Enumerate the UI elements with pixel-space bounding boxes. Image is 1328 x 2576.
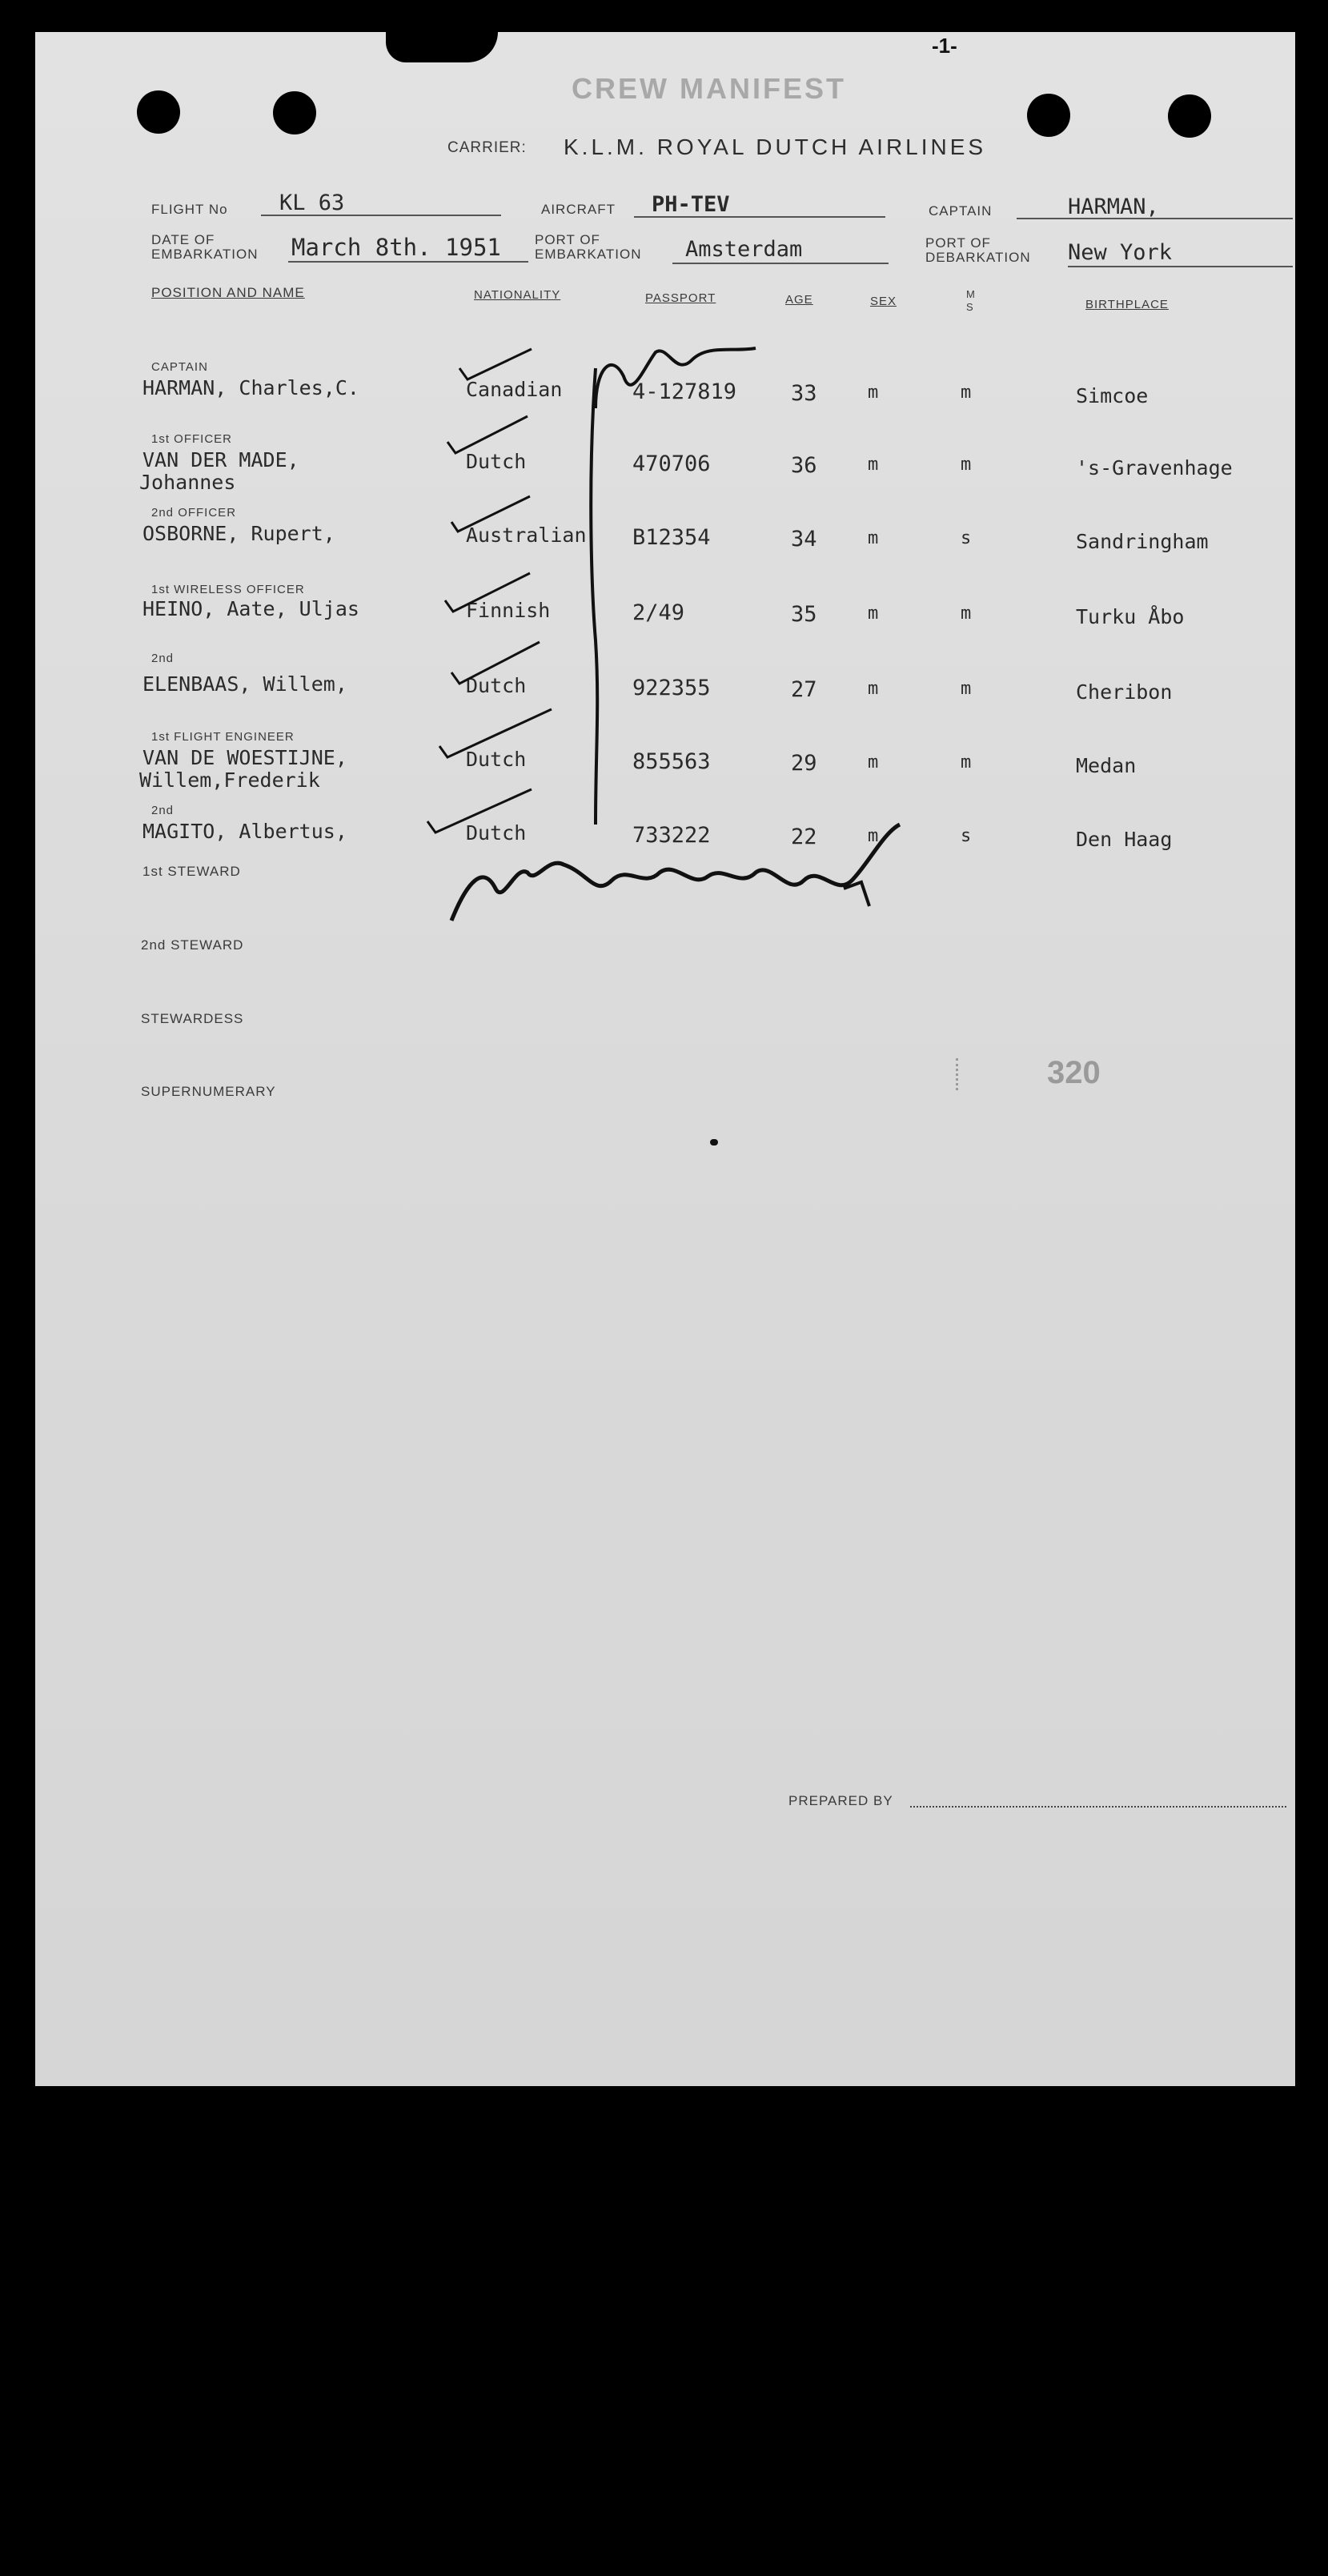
punch-hole [1027, 94, 1070, 137]
captain-line [1017, 218, 1293, 219]
date-line [288, 261, 528, 263]
crew-passport: 470706 [632, 451, 711, 476]
crew-birthplace: Medan [1076, 754, 1137, 777]
crew-sex: m [868, 455, 879, 475]
crew-position: CAPTAIN [151, 360, 208, 374]
stray-dot [710, 1139, 718, 1146]
crew-position: 2nd [151, 804, 175, 817]
col-position-name: POSITION AND NAME [151, 285, 305, 300]
col-ms-top: M [966, 288, 976, 300]
port-deb-label-2: DEBARKATION [925, 250, 1031, 265]
crew-nationality: Dutch [466, 674, 527, 697]
crew-name-2: Johannes [139, 471, 236, 494]
date-value: March 8th. 1951 [291, 234, 501, 261]
crew-nationality: Dutch [466, 748, 527, 771]
crew-age: 27 [791, 677, 817, 702]
crew-position: 1st FLIGHT ENGINEER [151, 730, 295, 744]
col-age: AGE [785, 293, 813, 307]
punch-hole [137, 90, 180, 134]
crew-passport: 4-127819 [632, 379, 737, 404]
steward-2-label: 2nd STEWARD [141, 937, 244, 953]
crew-birthplace: 's-Gravenhage [1076, 456, 1233, 479]
aircraft-line [634, 216, 885, 218]
flight-no-line [261, 215, 501, 216]
date-label-1: DATE OF [151, 232, 215, 247]
corner-mark: -1- [932, 34, 957, 58]
port-deb-label-1: PORT OF [925, 235, 991, 251]
check-icon [447, 416, 528, 453]
prepared-by-line [910, 1806, 1286, 1808]
prepared-by-label: PREPARED BY [788, 1793, 893, 1808]
date-label-2: EMBARKATION [151, 247, 259, 262]
flight-no-value: KL 63 [279, 191, 345, 215]
crew-passport: B12354 [632, 525, 711, 550]
crew-marital-status: s [961, 528, 972, 548]
crew-marital-status: m [961, 679, 972, 699]
manifest-paper [35, 32, 1295, 2086]
port-emb-label-1: PORT OF [535, 232, 600, 247]
stamp-number: 320 [1047, 1055, 1101, 1090]
col-nationality: NATIONALITY [474, 288, 561, 302]
crew-age: 22 [791, 825, 817, 849]
manifest-title: CREW MANIFEST [572, 72, 846, 105]
punch-hole [273, 91, 316, 134]
crew-passport: 2/49 [632, 600, 685, 625]
punch-hole [1168, 94, 1211, 138]
crew-age: 35 [791, 602, 817, 627]
crew-birthplace: Den Haag [1076, 828, 1173, 851]
captain-label: CAPTAIN [929, 203, 993, 219]
crew-nationality: Dutch [466, 821, 527, 845]
crew-name: ELENBAAS, Willem, [142, 672, 347, 696]
crew-age: 34 [791, 527, 817, 552]
port-deb-line [1068, 266, 1293, 267]
crew-name: OSBORNE, Rupert, [142, 522, 335, 545]
pen-vertical-line [591, 368, 597, 825]
aircraft-label: AIRCRAFT [541, 202, 616, 217]
col-passport: PASSPORT [645, 291, 716, 305]
steward-1-label: 1st STEWARD [142, 864, 241, 879]
crew-name: MAGITO, Albertus, [142, 820, 347, 843]
crew-nationality: Australian [466, 524, 587, 547]
crew-position: 2nd [151, 652, 175, 665]
port-emb-label-2: EMBARKATION [535, 247, 642, 262]
pen-annotations [35, 32, 1295, 2086]
crew-sex: m [868, 604, 879, 624]
crew-nationality: Finnish [466, 599, 551, 622]
crew-sex: m [868, 826, 879, 846]
crew-position: 1st OFFICER [151, 432, 233, 446]
flight-no-label: FLIGHT No [151, 202, 228, 217]
crew-sex: m [868, 528, 879, 548]
crew-marital-status: m [961, 455, 972, 475]
crew-position: 2nd OFFICER [151, 506, 237, 520]
port-emb-value: Amsterdam [685, 237, 803, 262]
crew-birthplace: Simcoe [1076, 384, 1149, 407]
crew-name: HARMAN, Charles,C. [142, 376, 359, 399]
crew-age: 36 [791, 453, 817, 478]
crew-birthplace: Cheribon [1076, 680, 1173, 704]
port-emb-line [672, 263, 889, 264]
aircraft-value: PH-TEV [652, 192, 730, 217]
crew-name: VAN DE WOESTIJNE, [142, 746, 347, 769]
col-sex: SEX [870, 295, 897, 308]
crew-sex: m [868, 752, 879, 772]
crew-birthplace: Sandringham [1076, 530, 1209, 553]
crew-name: VAN DER MADE, [142, 448, 299, 471]
crew-name-2: Willem,Frederik [139, 768, 320, 792]
crew-birthplace: Turku Åbo [1076, 605, 1185, 628]
crew-marital-status: m [961, 752, 972, 772]
crew-passport: 855563 [632, 749, 711, 774]
crew-age: 33 [791, 381, 817, 406]
crew-marital-status: m [961, 604, 972, 624]
stamp-mark [956, 1058, 1014, 1090]
crew-position: 1st WIRELESS OFFICER [151, 583, 305, 596]
check-icon [459, 349, 532, 379]
col-birthplace: BIRTHPLACE [1085, 298, 1169, 311]
crew-age: 29 [791, 751, 817, 776]
col-ms-bottom: S [966, 301, 974, 313]
stewardess-label: STEWARDESS [141, 1011, 244, 1026]
captain-value: HARMAN, [1068, 195, 1159, 219]
crew-name: HEINO, Aate, Uljas [142, 597, 359, 620]
crew-passport: 733222 [632, 823, 711, 848]
supernumerary-label: SUPERNUMERARY [141, 1084, 276, 1099]
crew-nationality: Dutch [466, 450, 527, 473]
crew-sex: m [868, 383, 879, 403]
crew-marital-status: s [961, 826, 972, 846]
port-deb-value: New York [1068, 240, 1173, 265]
crew-nationality: Canadian [466, 378, 563, 401]
signature-mark [844, 882, 869, 906]
carrier-value: K.L.M. ROYAL DUTCH AIRLINES [564, 134, 987, 159]
torn-edge [386, 32, 498, 62]
crew-marital-status: m [961, 383, 972, 403]
crew-passport: 922355 [632, 676, 711, 700]
crew-sex: m [868, 679, 879, 699]
carrier-label: CARRIER: [447, 139, 527, 156]
